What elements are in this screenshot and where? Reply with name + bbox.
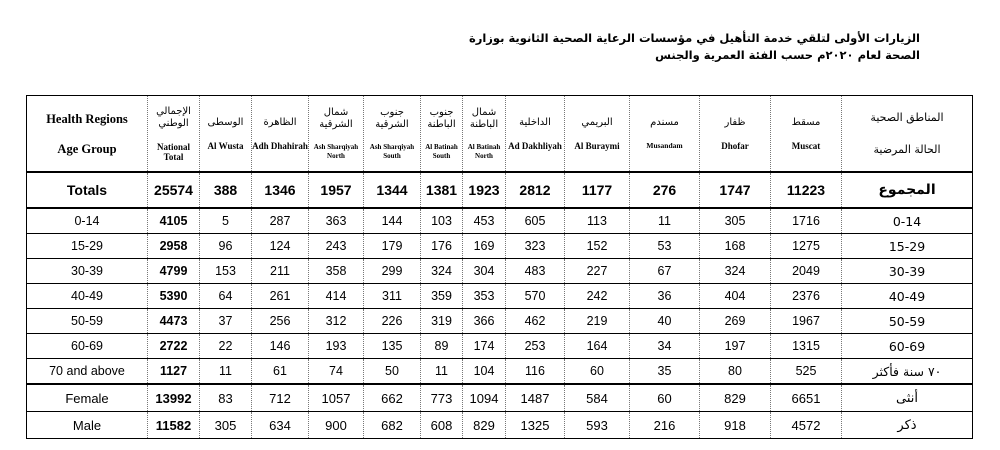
value-cell: 363 (309, 208, 364, 234)
value-cell: 22 (200, 334, 252, 359)
value-cell: 2958 (148, 234, 200, 259)
value-cell: 11 (421, 359, 463, 385)
value-cell: 124 (252, 234, 309, 259)
value-cell: 462 (506, 309, 565, 334)
value-cell: 773 (421, 384, 463, 412)
row-label-en: 30-39 (27, 259, 148, 284)
value-cell: 153 (200, 259, 252, 284)
table-title (0, 30, 920, 64)
table-row (27, 208, 973, 234)
value-cell: 144 (364, 208, 421, 234)
value-cell: 211 (252, 259, 309, 284)
row-label-ar: 15-29 (842, 234, 973, 259)
table-row (27, 359, 973, 385)
value-cell: 60 (565, 359, 630, 385)
value-cell: 608 (421, 412, 463, 439)
table-row (27, 259, 973, 284)
value-cell: 304 (463, 259, 506, 284)
row-label-en: 40-49 (27, 284, 148, 309)
value-cell: 483 (506, 259, 565, 284)
col-en-label: Al Buraymi (574, 140, 620, 151)
col-ar-label: الظاهرة (263, 116, 297, 128)
table-row (27, 284, 973, 309)
col-ar-label: البريمي (581, 116, 613, 128)
row-label-en: 50-59 (27, 309, 148, 334)
row-label-ar: 0-14 (842, 208, 973, 234)
value-cell: 164 (565, 334, 630, 359)
value-cell: 197 (700, 334, 771, 359)
value-cell: 312 (309, 309, 364, 334)
col-en-label: National Total (156, 141, 190, 162)
value-cell: 25574 (148, 172, 200, 208)
value-cell: 146 (252, 334, 309, 359)
col-en-label: Ash Sharqiyah South (369, 142, 415, 160)
col-en-label: Al Wusta (207, 140, 244, 151)
row-label-ar: 60-69 (842, 334, 973, 359)
value-cell: 11223 (771, 172, 842, 208)
header-label-en (27, 96, 148, 173)
value-cell: 36 (630, 284, 700, 309)
value-cell: 829 (463, 412, 506, 439)
row-label-en: Female (27, 384, 148, 412)
value-cell: 605 (506, 208, 565, 234)
value-cell: 662 (364, 384, 421, 412)
age-group-label: Age Group (57, 141, 117, 156)
value-cell: 287 (252, 208, 309, 234)
row-label-en: 15-29 (27, 234, 148, 259)
value-cell: 4473 (148, 309, 200, 334)
value-cell: 216 (630, 412, 700, 439)
value-cell: 634 (252, 412, 309, 439)
value-cell: 829 (700, 384, 771, 412)
value-cell: 34 (630, 334, 700, 359)
value-cell: 1381 (421, 172, 463, 208)
value-cell: 324 (421, 259, 463, 284)
value-cell: 11 (630, 208, 700, 234)
value-cell: 60 (630, 384, 700, 412)
value-cell: 83 (200, 384, 252, 412)
col-ash-sharqiyah-north (309, 96, 364, 173)
value-cell: 4572 (771, 412, 842, 439)
col-muscat (771, 96, 842, 173)
value-cell: 269 (700, 309, 771, 334)
value-cell: 1967 (771, 309, 842, 334)
value-cell: 261 (252, 284, 309, 309)
value-cell: 11 (200, 359, 252, 385)
col-ar-label: شمال الشرقية (319, 106, 353, 130)
col-ad-dakhliyah (506, 96, 565, 173)
value-cell: 193 (309, 334, 364, 359)
value-cell: 682 (364, 412, 421, 439)
row-label-en: Totals (27, 172, 148, 208)
row-label-ar: 40-49 (842, 284, 973, 309)
value-cell: 219 (565, 309, 630, 334)
value-cell: 359 (421, 284, 463, 309)
col-dhofar (700, 96, 771, 173)
value-cell: 103 (421, 208, 463, 234)
value-cell: 414 (309, 284, 364, 309)
value-cell: 276 (630, 172, 700, 208)
value-cell: 570 (506, 284, 565, 309)
value-cell: 135 (364, 334, 421, 359)
value-cell: 67 (630, 259, 700, 284)
col-en-label: Al Batinah North (467, 142, 501, 160)
health-regions-label-ar: المناطق الصحية (870, 110, 944, 124)
table-row (27, 412, 973, 439)
value-cell: 176 (421, 234, 463, 259)
visits-table (26, 95, 973, 439)
row-label-ar: 50-59 (842, 309, 973, 334)
value-cell: 900 (309, 412, 364, 439)
col-ar-label: الإجمالي الوطني (156, 105, 191, 129)
value-cell: 1344 (364, 172, 421, 208)
title-line-1: الزيارات الأولى لتلقي خدمة التأهيل في مؤسسات الرعاية الصحية الثانوية بوزارة (468, 31, 920, 45)
value-cell: 299 (364, 259, 421, 284)
value-cell: 226 (364, 309, 421, 334)
table-row (27, 234, 973, 259)
value-cell: 53 (630, 234, 700, 259)
value-cell: 243 (309, 234, 364, 259)
value-cell: 4105 (148, 208, 200, 234)
row-label-en: 70 and above (27, 359, 148, 385)
value-cell: 358 (309, 259, 364, 284)
value-cell: 319 (421, 309, 463, 334)
value-cell: 1315 (771, 334, 842, 359)
value-cell: 253 (506, 334, 565, 359)
value-cell: 104 (463, 359, 506, 385)
row-label-en: 0-14 (27, 208, 148, 234)
table-row (27, 334, 973, 359)
table-body (27, 96, 973, 439)
value-cell: 113 (565, 208, 630, 234)
totals-row (27, 172, 973, 208)
row-label-ar: المجموع (842, 172, 973, 208)
value-cell: 1716 (771, 208, 842, 234)
value-cell: 1346 (252, 172, 309, 208)
value-cell: 1747 (700, 172, 771, 208)
col-ar-label: الوسطى (207, 116, 244, 128)
value-cell: 404 (700, 284, 771, 309)
value-cell: 50 (364, 359, 421, 385)
value-cell: 324 (700, 259, 771, 284)
value-cell: 2812 (506, 172, 565, 208)
value-cell: 525 (771, 359, 842, 385)
value-cell: 366 (463, 309, 506, 334)
value-cell: 1127 (148, 359, 200, 385)
value-cell: 453 (463, 208, 506, 234)
value-cell: 64 (200, 284, 252, 309)
value-cell: 61 (252, 359, 309, 385)
value-cell: 242 (565, 284, 630, 309)
value-cell: 5390 (148, 284, 200, 309)
col-ar-label: الداخلية (519, 116, 551, 128)
col-en-label: Ad Dakhliyah (508, 140, 562, 151)
value-cell: 1957 (309, 172, 364, 208)
value-cell: 40 (630, 309, 700, 334)
value-cell: 2049 (771, 259, 842, 284)
value-cell: 311 (364, 284, 421, 309)
value-cell: 116 (506, 359, 565, 385)
col-al-batinah-south (421, 96, 463, 173)
value-cell: 179 (364, 234, 421, 259)
row-label-ar: 30-39 (842, 259, 973, 284)
value-cell: 96 (200, 234, 252, 259)
health-regions-label: Health Regions (46, 111, 128, 126)
value-cell: 5 (200, 208, 252, 234)
col-national-total (148, 96, 200, 173)
value-cell: 712 (252, 384, 309, 412)
value-cell: 305 (200, 412, 252, 439)
col-en-label: Al Batinah South (425, 142, 458, 160)
value-cell: 11582 (148, 412, 200, 439)
col-ar-label: شمال الباطنة (469, 106, 499, 130)
value-cell: 1325 (506, 412, 565, 439)
col-en-label: Musandam (646, 140, 683, 150)
row-label-ar: ٧٠ سنة فأكثر (842, 359, 973, 385)
value-cell: 174 (463, 334, 506, 359)
value-cell: 323 (506, 234, 565, 259)
col-ar-label: ظفار (724, 116, 746, 128)
value-cell: 80 (700, 359, 771, 385)
col-ar-label: مسندم (650, 116, 679, 128)
col-en-label: Ash Sharqiyah North (313, 142, 359, 160)
col-al-buraymi (565, 96, 630, 173)
condition-label-ar: الحالة المرضية (873, 142, 941, 156)
table-row (27, 384, 973, 412)
value-cell: 1177 (565, 172, 630, 208)
col-en-label: Adh Dhahirah (252, 140, 308, 151)
value-cell: 1923 (463, 172, 506, 208)
value-cell: 2722 (148, 334, 200, 359)
value-cell: 227 (565, 259, 630, 284)
row-label-en: Male (27, 412, 148, 439)
value-cell: 1275 (771, 234, 842, 259)
value-cell: 256 (252, 309, 309, 334)
table-row (27, 309, 973, 334)
value-cell: 1094 (463, 384, 506, 412)
value-cell: 4799 (148, 259, 200, 284)
value-cell: 305 (700, 208, 771, 234)
col-en-label: Dhofar (721, 140, 749, 151)
value-cell: 169 (463, 234, 506, 259)
col-ar-label: جنوب الشرقية (375, 106, 409, 130)
value-cell: 353 (463, 284, 506, 309)
col-ar-label: جنوب الباطنة (427, 106, 456, 130)
value-cell: 918 (700, 412, 771, 439)
value-cell: 74 (309, 359, 364, 385)
value-cell: 37 (200, 309, 252, 334)
value-cell: 1487 (506, 384, 565, 412)
value-cell: 6651 (771, 384, 842, 412)
value-cell: 35 (630, 359, 700, 385)
header-row (27, 96, 973, 173)
col-ar-label: مسقط (791, 116, 821, 128)
row-label-ar: ذكر (842, 412, 973, 439)
row-label-ar: أنثى (842, 384, 973, 412)
value-cell: 168 (700, 234, 771, 259)
value-cell: 13992 (148, 384, 200, 412)
col-adh-dhahirah (252, 96, 309, 173)
col-al-wusta (200, 96, 252, 173)
value-cell: 152 (565, 234, 630, 259)
value-cell: 2376 (771, 284, 842, 309)
col-musandam (630, 96, 700, 173)
header-label-ar (842, 96, 973, 173)
value-cell: 593 (565, 412, 630, 439)
value-cell: 584 (565, 384, 630, 412)
col-ash-sharqiyah-south (364, 96, 421, 173)
title-line-2: الصحة لعام ٢٠٢٠م حسب الفئة العمرية والجنس (655, 48, 920, 62)
row-label-en: 60-69 (27, 334, 148, 359)
col-al-batinah-north (463, 96, 506, 173)
value-cell: 1057 (309, 384, 364, 412)
value-cell: 89 (421, 334, 463, 359)
value-cell: 388 (200, 172, 252, 208)
col-en-label: Muscat (791, 140, 821, 151)
